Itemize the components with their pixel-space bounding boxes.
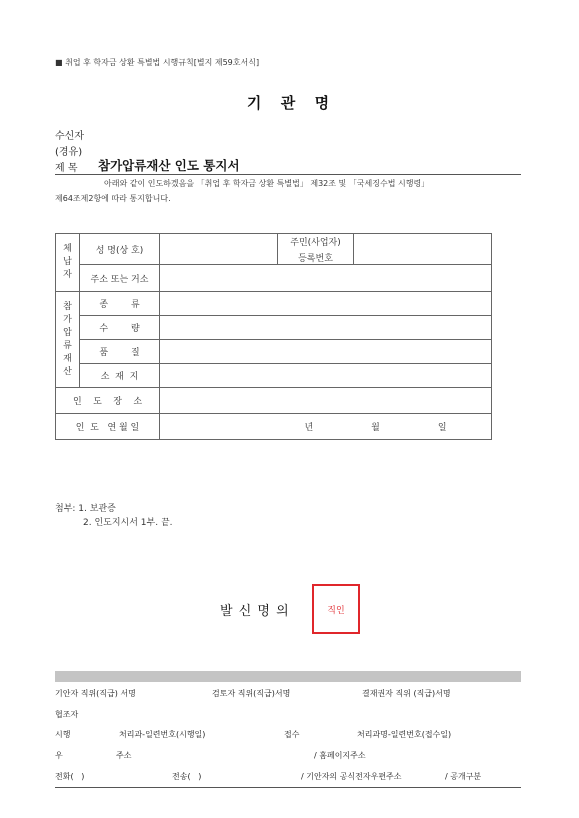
form-reference: ■ 취업 후 학자금 상환 특별법 시행규칙[별지 제59호서식] [55,58,260,67]
disclosure-field: / 공개구분 [445,772,482,781]
name-label: 성 명(상 호) [95,245,144,256]
postal-code-label: 우 [55,751,63,760]
body-line-2: 제64조제2항에 따라 통지합니다. [55,194,171,203]
location-value-cell[interactable] [160,364,492,388]
attachment-item-2: 2. 인도지시서 1부. 끝. [83,518,173,528]
footer-bar [55,671,521,682]
taxpayer-group-cell [56,234,80,292]
official-seal [312,584,360,634]
kind-label: 종 류 [99,300,140,310]
id-label-cell [278,234,354,265]
subject-label: 제 목 [55,163,78,174]
drafter-field: 기안자 직위(직급) 서명 [55,689,136,698]
id-label-line-2: 등록번호 [298,253,333,264]
delivery-date-label: 인 도 연 월 일 [75,423,140,433]
agency-title: 기 관 명 [246,94,333,112]
recipient-label: 수신자 [55,131,84,142]
delivery-place-label-cell [56,388,160,414]
address-value-cell[interactable] [160,265,492,292]
property-group-cell [56,292,80,388]
location-label-cell [80,364,160,388]
name-label-cell [80,234,160,265]
enforcement-label: 시행 [55,730,71,739]
name-value-cell[interactable] [160,234,278,265]
delivery-place-label: 인 도 장 소 [72,397,143,407]
qty-label: 수 량 [99,324,140,334]
location-label: 소 재 지 [100,372,139,382]
fax-field: 전송( ) [172,772,202,781]
address-field: 주소 [116,751,132,760]
footer-divider [55,787,521,788]
quality-label-cell [80,340,160,364]
seal-label: 직인 [327,605,345,616]
kind-value-cell[interactable] [160,292,492,316]
day-label: 일 [437,423,447,433]
year-label: 년 [304,423,314,433]
delivery-date-value-cell[interactable] [160,414,492,440]
issuer-title: 발 신 명 의 [220,604,290,619]
qty-value-cell[interactable] [160,316,492,340]
subject-title: 참가압류재산 인도 통지서 [98,158,240,173]
receipt-number: 처리과명-일련번호(접수일) [357,730,452,739]
kind-label-cell [80,292,160,316]
quality-label: 품 질 [99,348,140,358]
month-label: 월 [371,423,380,433]
phone-field: 전화( ) [55,772,85,781]
reviewer-field: 검토자 직위(직급)서명 [212,689,291,698]
taxpayer-group-label: 체납자 [63,244,72,280]
quality-value-cell[interactable] [160,340,492,364]
id-label-line-1: 주민(사업자) [290,237,341,248]
approver-field: 결재권자 직위 (직급)서명 [362,689,451,698]
receipt-label: 접수 [284,730,300,739]
delivery-date-label-cell [56,414,160,440]
property-delivery-table [55,233,492,440]
address-label: 주소 또는 거소 [90,274,149,285]
attachment-item-1: 첨부: 1. 보관증 [55,504,116,514]
id-value-cell[interactable] [354,234,492,265]
property-group-label: 참가압류재산 [63,301,72,377]
email-field: / 기안자의 공식전자우편주소 [301,772,402,781]
qty-label-cell [80,316,160,340]
address-label-cell [80,265,160,292]
via-label: (경유) [55,147,83,158]
body-line-1: 아래와 같이 인도하겠음을 「취업 후 학자금 상환 특별법」 제32조 및 「국세징수법 시행령」 [104,179,430,188]
homepage-field: / 홈페이지주소 [314,751,366,760]
cooperator-field: 협조자 [55,710,79,719]
delivery-place-value-cell[interactable] [160,388,492,414]
subject-divider [55,174,521,175]
enforcement-number: 처리과-일련번호(시행일) [119,730,206,739]
